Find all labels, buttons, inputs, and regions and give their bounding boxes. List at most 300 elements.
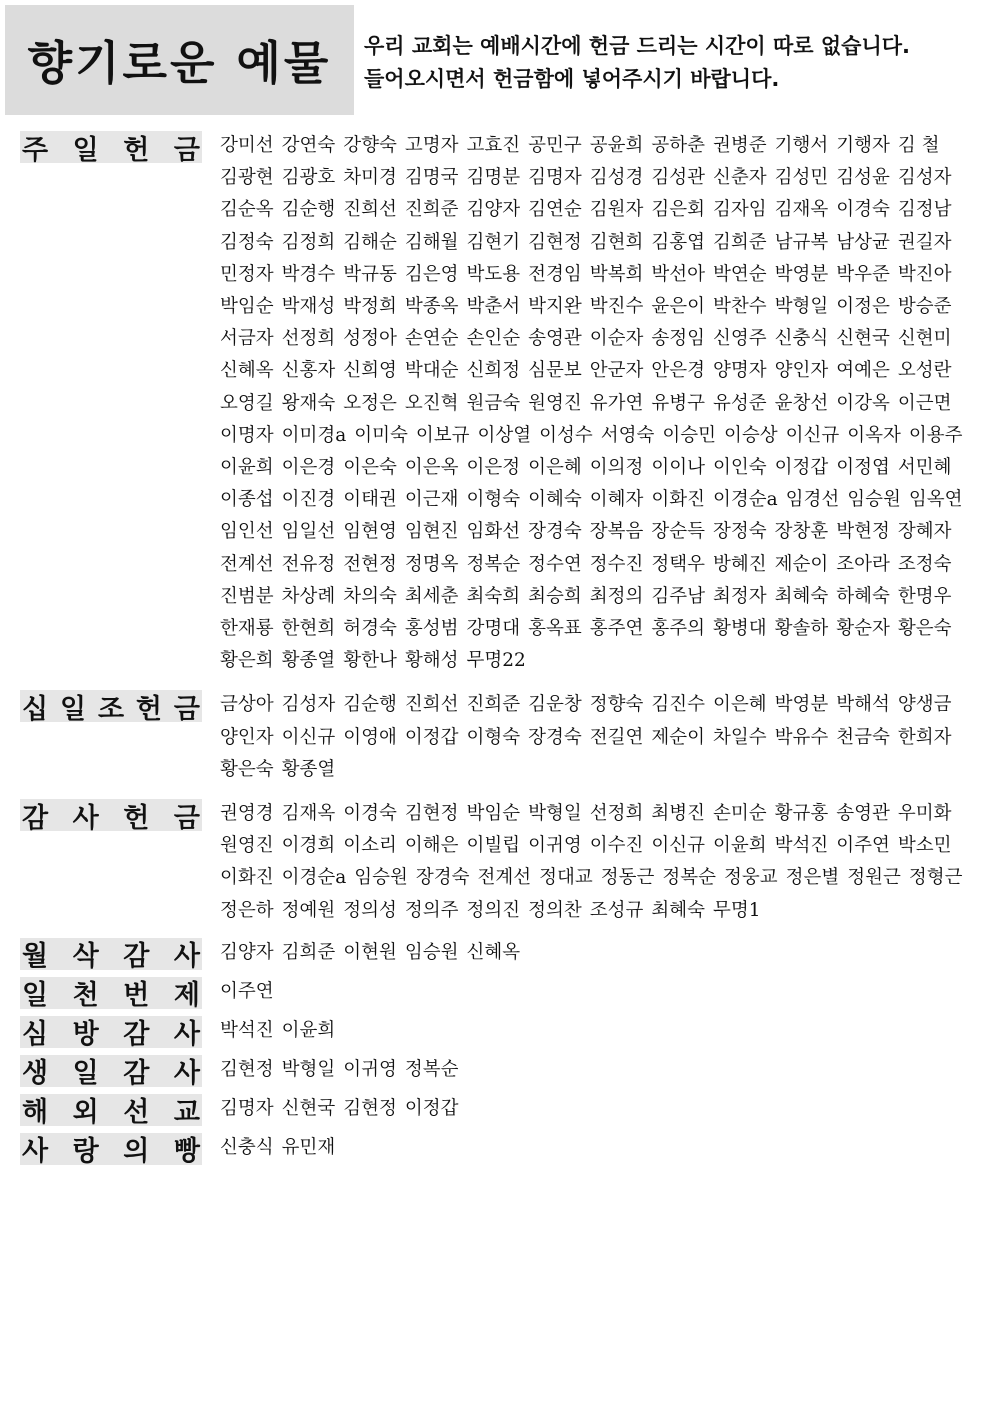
offering-section — [20, 130, 980, 677]
donor-name: 성정아 — [343, 328, 397, 350]
donor-name: 송정임 — [651, 328, 705, 350]
donor-name: 김성자 — [897, 167, 952, 189]
donor-name: 이정갑 — [774, 457, 829, 479]
donor-name: 김성자 — [281, 694, 336, 716]
donor-name: 정의성 — [343, 899, 397, 921]
donor-name: 황종열 — [281, 758, 336, 780]
donor-name: 정향숙 — [589, 694, 644, 716]
donor-name: 임현영 — [343, 521, 397, 543]
donor-name: 전현정 — [343, 553, 397, 575]
donor-name: 김해순 — [343, 231, 397, 253]
donor-name: 박찬수 — [713, 296, 767, 318]
section-label: 일 천 번 제 — [20, 977, 202, 1009]
donor-name: 이경순a — [713, 489, 778, 511]
donor-name: 김진수 — [651, 694, 705, 716]
donor-name: 장경숙 — [415, 867, 470, 889]
donor-name: 이주연 — [836, 835, 890, 857]
donor-name: 한명우 — [897, 585, 952, 607]
donor-name: 유성준 — [713, 392, 767, 414]
donor-name: 양생금 — [897, 694, 952, 716]
donor-name: 이주연 — [220, 980, 274, 1002]
donor-name: 홍성범 — [404, 618, 459, 640]
donor-name: 황병대 — [713, 618, 767, 640]
donor-name: 공하춘 — [651, 135, 705, 156]
donor-name: 정택우 — [651, 553, 705, 575]
donor-name: 남상균 — [836, 231, 890, 253]
donor-name: 김희준 — [281, 941, 336, 963]
donor-name: 김은회 — [651, 199, 705, 221]
notice-line-1: 우리 교회는 예배시간에 헌금 드리는 시간이 따로 없습니다. — [364, 34, 911, 58]
donor-name: 오진혁 — [404, 392, 459, 414]
donor-name: 방승준 — [897, 296, 952, 318]
donor-name: 이인숙 — [713, 457, 767, 479]
donor-name: 이형숙 — [466, 489, 521, 511]
donor-name: 신영주 — [713, 328, 767, 350]
donor-name: 박형일 — [528, 803, 582, 825]
donor-name: 정복순 — [404, 1058, 459, 1080]
donor-name: 박현정 — [836, 521, 890, 543]
donor-name: 진희선 — [343, 199, 397, 221]
donor-name: 이윤희 — [713, 835, 767, 857]
donor-name: 박대순 — [404, 360, 459, 382]
donor-name: 오성란 — [897, 360, 952, 382]
donor-name: 이의정 — [589, 457, 644, 479]
donor-name: 차의숙 — [343, 585, 397, 607]
donor-name: 이귀영 — [528, 835, 582, 857]
donor-name-list — [220, 689, 980, 786]
donor-name: 정예원 — [281, 899, 336, 921]
donor-name: 임경선 — [785, 489, 840, 511]
donor-name: 윤창선 — [774, 392, 829, 414]
donor-name: 선정희 — [589, 803, 644, 825]
donor-name: 김성경 — [589, 167, 644, 189]
donor-name: 기행자 — [836, 135, 890, 156]
donor-name: 고효진 — [466, 135, 521, 156]
donor-name: 김명자 — [528, 167, 582, 189]
section-label: 해 외 선 교 — [20, 1094, 202, 1126]
donor-name: 최정의 — [589, 585, 644, 607]
offering-sections — [20, 130, 980, 1168]
donor-name: 허경숙 — [343, 618, 397, 640]
donor-name: 왕재숙 — [281, 392, 336, 414]
donor-name: 신현국 — [281, 1097, 336, 1119]
donor-name: 박경수 — [281, 263, 336, 285]
donor-name: 홍주연 — [589, 618, 644, 640]
donor-name: 전유정 — [281, 553, 336, 575]
donor-name: 신혜옥 — [220, 360, 274, 382]
donor-name: 송영관 — [836, 803, 890, 825]
donor-name: 이화진 — [220, 867, 274, 889]
donor-name: 이정은 — [836, 296, 890, 318]
offering-section — [20, 976, 980, 1012]
donor-name: 심문보 — [528, 360, 582, 382]
donor-name: 박정희 — [343, 296, 397, 318]
donor-name: 최정자 — [713, 585, 767, 607]
donor-name: 최혜숙 — [651, 899, 705, 921]
donor-name: 박형일 — [774, 296, 829, 318]
donor-name: 이은숙 — [343, 457, 397, 479]
donor-name: 임옥연 — [908, 489, 963, 511]
donor-name: 김재옥 — [774, 199, 829, 221]
donor-name: 김현정 — [528, 231, 582, 253]
donor-name: 한희자 — [897, 726, 952, 748]
donor-name: 장창훈 — [774, 521, 829, 543]
donor-name: 박진수 — [589, 296, 644, 318]
offering-section — [20, 689, 980, 786]
donor-name: 홍옥표 — [528, 618, 582, 640]
donor-name: 이귀영 — [343, 1058, 397, 1080]
donor-name: 이혜자 — [589, 489, 644, 511]
donor-name: 오영길 — [220, 392, 274, 414]
donor-name: 손연순 — [404, 328, 459, 350]
donor-name: 진희준 — [466, 694, 521, 716]
donor-name: 박선아 — [651, 263, 705, 285]
donor-name: 김순행 — [281, 199, 336, 221]
donor-name: 김 철 — [897, 135, 940, 156]
donor-name: 이미경a — [281, 424, 347, 446]
donor-name: 권영경 — [220, 803, 274, 825]
donor-name: 김명국 — [404, 167, 459, 189]
donor-name: 진희선 — [404, 694, 459, 716]
donor-name: 전계선 — [220, 553, 274, 575]
donor-name: 정은별 — [785, 867, 840, 889]
donor-name: 박우준 — [836, 263, 890, 285]
donor-name: 이영애 — [343, 726, 397, 748]
offering-section — [20, 937, 980, 973]
donor-name-list — [220, 1093, 980, 1125]
donor-name: 손미순 — [713, 803, 767, 825]
donor-name: 이명자 — [220, 424, 274, 446]
donor-name: 최혜숙 — [774, 585, 829, 607]
donor-name: 임현진 — [404, 521, 459, 543]
donor-name: 이근면 — [897, 392, 952, 414]
donor-name: 정복순 — [466, 553, 521, 575]
donor-name: 이용주 — [908, 424, 963, 446]
offering-section — [20, 1015, 980, 1051]
donor-name: 이경순a — [281, 867, 347, 889]
donor-name: 장혜자 — [897, 521, 952, 543]
donor-name: 이은경 — [281, 457, 336, 479]
donor-name: 안군자 — [589, 360, 644, 382]
donor-name: 김정희 — [281, 231, 336, 253]
donor-name-list — [220, 1015, 980, 1047]
donor-name: 박석진 — [774, 835, 829, 857]
donor-name: 정의진 — [466, 899, 521, 921]
donor-name: 이신규 — [785, 424, 840, 446]
donor-name-list — [220, 937, 980, 969]
donor-name: 김양자 — [220, 941, 274, 963]
donor-name: 김해월 — [404, 231, 459, 253]
donor-name: 이성수 — [539, 424, 593, 446]
donor-name: 원영진 — [528, 392, 582, 414]
donor-name: 신춘자 — [713, 167, 767, 189]
donor-name: 무명22 — [466, 650, 526, 672]
donor-name: 이이나 — [651, 457, 705, 479]
donor-name-list — [220, 798, 980, 927]
donor-name: 김재옥 — [281, 803, 336, 825]
donor-name: 박유수 — [774, 726, 829, 748]
donor-name: 신혜옥 — [466, 941, 521, 963]
donor-name: 이옥자 — [847, 424, 901, 446]
donor-name: 공윤희 — [589, 135, 644, 156]
offering-section — [20, 1132, 980, 1168]
donor-name: 제순이 — [774, 553, 829, 575]
donor-name: 정명옥 — [404, 553, 459, 575]
donor-name: 김현정 — [404, 803, 459, 825]
donor-name: 이진경 — [281, 489, 336, 511]
donor-name: 김양자 — [466, 199, 521, 221]
donor-name: 임화선 — [466, 521, 521, 543]
donor-name: 임일선 — [281, 521, 336, 543]
donor-name: 임인선 — [220, 521, 274, 543]
donor-name: 이혜숙 — [528, 489, 582, 511]
donor-name: 김홍엽 — [651, 231, 705, 253]
donor-name: 박종옥 — [404, 296, 459, 318]
donor-name: 정형근 — [908, 867, 963, 889]
donor-name: 윤은이 — [651, 296, 705, 318]
donor-name: 장경숙 — [528, 726, 582, 748]
donor-name: 최숙희 — [466, 585, 521, 607]
donor-name: 최병진 — [651, 803, 705, 825]
donor-name: 정원근 — [847, 867, 901, 889]
donor-name: 박임순 — [220, 296, 274, 318]
donor-name: 박춘서 — [466, 296, 521, 318]
donor-name: 박복희 — [589, 263, 644, 285]
donor-name: 신현미 — [897, 328, 952, 350]
donor-name: 손인순 — [466, 328, 521, 350]
donor-name: 강연숙 — [281, 135, 336, 156]
donor-name: 박영분 — [774, 263, 829, 285]
donor-name: 우미화 — [897, 803, 952, 825]
donor-name: 황규홍 — [774, 803, 829, 825]
donor-name: 정수진 — [589, 553, 644, 575]
donor-name: 여예은 — [836, 360, 890, 382]
donor-name: 고명자 — [404, 135, 459, 156]
donor-name: 남규복 — [774, 231, 829, 253]
donor-name: 박연순 — [713, 263, 767, 285]
donor-name: 박규동 — [343, 263, 397, 285]
donor-name: 하혜숙 — [836, 585, 890, 607]
section-label: 주 일 헌 금 — [20, 131, 202, 163]
section-label: 십 일 조 헌 금 — [20, 690, 202, 722]
donor-name: 정동근 — [600, 867, 655, 889]
donor-name: 방혜진 — [713, 553, 767, 575]
donor-name: 박재성 — [281, 296, 336, 318]
donor-name: 박석진 — [220, 1019, 274, 1041]
donor-name-list — [220, 130, 980, 677]
donor-name: 정은하 — [220, 899, 274, 921]
donor-name: 박영분 — [774, 694, 829, 716]
donor-name: 공민구 — [528, 135, 582, 156]
donor-name: 김순옥 — [220, 199, 274, 221]
donor-name: 정복순 — [662, 867, 717, 889]
donor-name: 김성관 — [651, 167, 705, 189]
donor-name: 이신규 — [651, 835, 705, 857]
donor-name: 이신규 — [281, 726, 336, 748]
donor-name: 이상열 — [477, 424, 532, 446]
donor-name: 장순득 — [651, 521, 705, 543]
donor-name: 이현원 — [343, 941, 397, 963]
donor-name: 최세춘 — [404, 585, 459, 607]
donor-name: 김자임 — [713, 199, 767, 221]
donor-name: 이승민 — [662, 424, 717, 446]
donor-name: 황해성 — [404, 650, 459, 672]
donor-name: 이은혜 — [713, 694, 767, 716]
donor-name: 박지완 — [528, 296, 582, 318]
donor-name: 이승상 — [724, 424, 778, 446]
donor-name: 임승원 — [354, 867, 408, 889]
donor-name: 전계선 — [477, 867, 532, 889]
donor-name: 전경임 — [528, 263, 582, 285]
donor-name: 신희영 — [343, 360, 397, 382]
donor-name: 정웅교 — [724, 867, 778, 889]
donor-name: 황종열 — [281, 650, 336, 672]
donor-name: 이미숙 — [354, 424, 408, 446]
donor-name: 박형일 — [281, 1058, 336, 1080]
section-label: 생 일 감 사 — [20, 1055, 202, 1087]
donor-name: 황은희 — [220, 650, 274, 672]
donor-name: 이윤희 — [281, 1019, 336, 1041]
donor-name: 이종섭 — [220, 489, 274, 511]
donor-name: 한현희 — [281, 618, 336, 640]
donor-name-list — [220, 976, 980, 1008]
donor-name: 이은혜 — [528, 457, 582, 479]
donor-name: 신현국 — [836, 328, 890, 350]
donor-name: 장경숙 — [528, 521, 582, 543]
donor-name: 천금숙 — [836, 726, 890, 748]
donor-name-list — [220, 1132, 980, 1164]
donor-name: 신충식 — [774, 328, 829, 350]
donor-name: 이근재 — [404, 489, 459, 511]
donor-name: 임승원 — [404, 941, 459, 963]
donor-name: 이은옥 — [404, 457, 459, 479]
donor-name: 이태권 — [343, 489, 397, 511]
donor-name: 권병준 — [713, 135, 767, 156]
donor-name: 양인자 — [774, 360, 829, 382]
donor-name: 김현정 — [220, 1058, 274, 1080]
donor-name: 김광현 — [220, 167, 274, 189]
donor-name: 이정엽 — [836, 457, 890, 479]
donor-name: 무명1 — [713, 899, 761, 921]
donor-name: 이정갑 — [404, 726, 459, 748]
donor-name: 이경숙 — [836, 199, 890, 221]
donor-name: 이윤희 — [220, 457, 274, 479]
donor-name: 조아라 — [836, 553, 890, 575]
donor-name: 김운창 — [528, 694, 582, 716]
section-label: 사 랑 의 빵 — [20, 1133, 202, 1165]
donor-name: 기행서 — [774, 135, 829, 156]
donor-name: 서민혜 — [897, 457, 952, 479]
donor-name: 정의찬 — [528, 899, 582, 921]
donor-name: 차상례 — [281, 585, 336, 607]
donor-name: 신홍자 — [281, 360, 336, 382]
donor-name: 양인자 — [220, 726, 274, 748]
donor-name: 선정희 — [281, 328, 336, 350]
donor-name: 김현기 — [466, 231, 521, 253]
donor-name: 황순자 — [836, 618, 890, 640]
donor-name: 정의주 — [404, 899, 459, 921]
donor-name: 박소민 — [897, 835, 952, 857]
donor-name: 김은영 — [404, 263, 459, 285]
donor-name: 박도용 — [466, 263, 521, 285]
donor-name: 진범분 — [220, 585, 274, 607]
donor-name: 원영진 — [220, 835, 274, 857]
notice-text — [364, 30, 984, 96]
donor-name: 한재룡 — [220, 618, 274, 640]
donor-name: 차일수 — [713, 726, 767, 748]
donor-name: 조정숙 — [897, 553, 952, 575]
donor-name: 김명분 — [466, 167, 521, 189]
donor-name: 이소리 — [343, 835, 397, 857]
donor-name: 민정자 — [220, 263, 274, 285]
donor-name: 황은숙 — [897, 618, 952, 640]
donor-name: 제순이 — [651, 726, 705, 748]
donor-name: 장복음 — [589, 521, 644, 543]
donor-name: 김현희 — [589, 231, 644, 253]
donor-name: 양명자 — [713, 360, 767, 382]
donor-name: 신충식 — [220, 1136, 274, 1158]
section-label: 월 삭 감 사 — [20, 938, 202, 970]
donor-name: 박해석 — [836, 694, 890, 716]
title-box — [5, 5, 354, 115]
offering-section — [20, 1054, 980, 1090]
donor-name: 황솔하 — [774, 618, 829, 640]
donor-name: 이정갑 — [404, 1097, 459, 1119]
donor-name: 이은정 — [466, 457, 521, 479]
donor-name: 김정숙 — [220, 231, 274, 253]
donor-name: 진희준 — [404, 199, 459, 221]
donor-name: 김명자 — [220, 1097, 274, 1119]
donor-name: 조성규 — [589, 899, 644, 921]
donor-name: 이수진 — [589, 835, 644, 857]
donor-name: 유병구 — [651, 392, 705, 414]
donor-name: 김순행 — [343, 694, 397, 716]
donor-name: 김광호 — [281, 167, 336, 189]
donor-name: 유가연 — [589, 392, 644, 414]
donor-name: 이강옥 — [836, 392, 890, 414]
donor-name: 홍주의 — [651, 618, 705, 640]
offering-section — [20, 1093, 980, 1129]
donor-name: 이순자 — [589, 328, 644, 350]
donor-name: 김정남 — [897, 199, 952, 221]
donor-name: 장정숙 — [713, 521, 767, 543]
donor-name: 김연순 — [528, 199, 582, 221]
donor-name: 강향숙 — [343, 135, 397, 156]
donor-name: 송영관 — [528, 328, 582, 350]
donor-name: 차미경 — [343, 167, 397, 189]
donor-name: 이해은 — [404, 835, 459, 857]
donor-name: 정대교 — [539, 867, 593, 889]
donor-name: 황은숙 — [220, 758, 274, 780]
donor-name: 안은경 — [651, 360, 705, 382]
donor-name: 김성민 — [774, 167, 829, 189]
donor-name: 이경희 — [281, 835, 336, 857]
donor-name: 서금자 — [220, 328, 274, 350]
donor-name: 김원자 — [589, 199, 644, 221]
donor-name: 황한나 — [343, 650, 397, 672]
page-title: 향기로운 예물 — [27, 36, 332, 90]
donor-name: 최승희 — [528, 585, 582, 607]
donor-name: 서영숙 — [600, 424, 655, 446]
donor-name: 박임순 — [466, 803, 521, 825]
donor-name: 임승원 — [847, 489, 901, 511]
offering-section — [20, 798, 980, 927]
donor-name: 오정은 — [343, 392, 397, 414]
donor-name: 이경숙 — [343, 803, 397, 825]
donor-name: 이빌립 — [466, 835, 521, 857]
donor-name: 유민재 — [281, 1136, 336, 1158]
donor-name: 금상아 — [220, 694, 274, 716]
